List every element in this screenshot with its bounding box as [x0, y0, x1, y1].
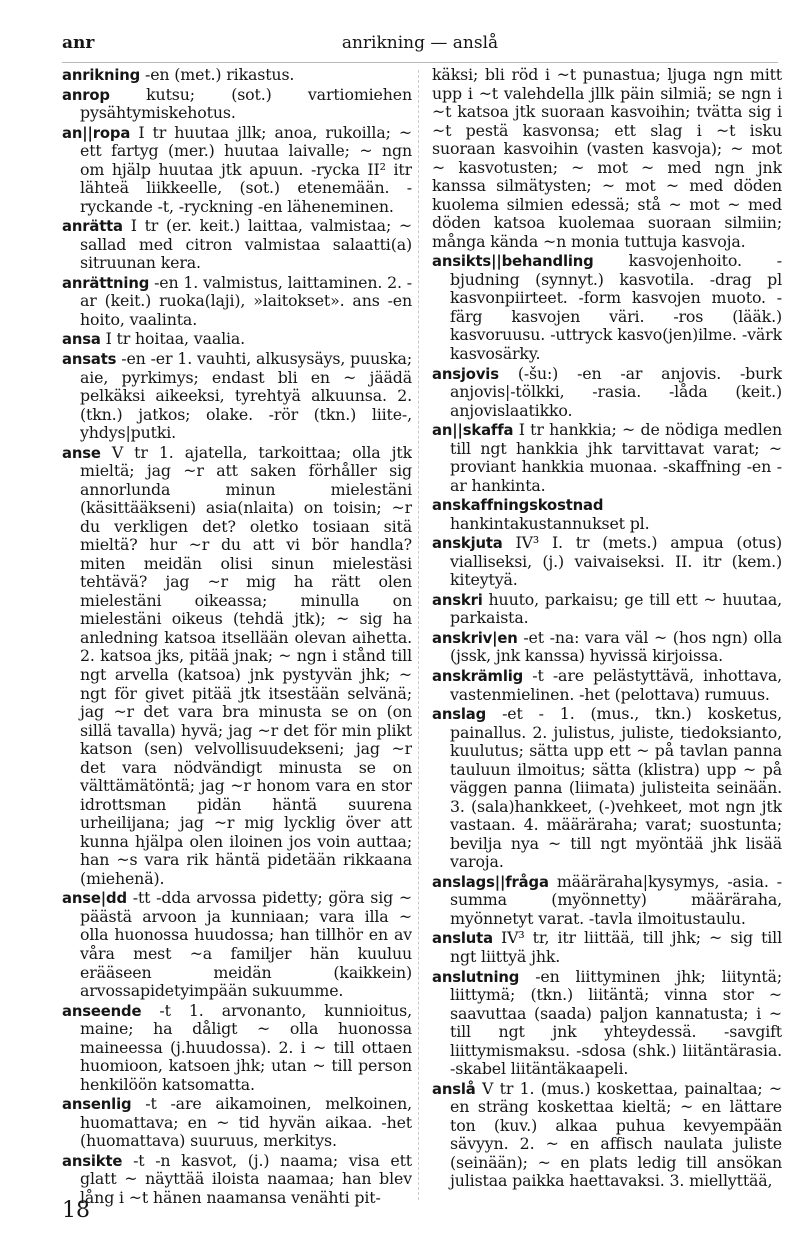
- entry-headword: anskriv|en: [432, 629, 518, 647]
- entry-definition: V tr 1. ajatella, tarkoittaa; olla jtk mieltä; jag ~r att saken förhåller sig annorlunda minun mielestäni (käsittääkseni) asia(nlaita) on toisin; ~r du verkligen det? oletko tosiaan sitä mieltä? hur ~r du att vi bör handla? miten meidän olisi sinun mielestäsi tehtävä? jag ~r mig ha rätt olen mielestäni oikeassa; minulla on mielestäni oikeus (tehdä jtk); ~ sig ha anledning katsoa itsellään olevan aihetta. 2. katsoa jks, pitää jnak; ~ ngn i stånd till ngt arvella (katsoa) jnk pystyvän jhk; ~ ngt för givet pitää jtk itsestään selvänä; jag ~r det vara bra minusta se on (on sillä tavalla) hyvä; jag ~r det för min plikt katson (sen) velvollisuudekseni; jag ~r det vara nödvändigt minusta se on välttämätöntä; jag ~r honom vara en stor idrottsman pidän häntä suurena urheilijana; jag ~r mig lycklig över att kunna hjälpa olen iloinen jos voin auttaa; han ~s vara rik häntä pidetään rikkaana (miehenä).: [80, 442, 412, 888]
- entry-definition: V tr 1. (mus.) koskettaa, painaltaa; ~ en sträng koskettaa kieltä; ~ en lättare ton (kuv.) alkaa puhua kevyempään sävyyn. 2. ~ en affisch naulata juliste (seinään); ~ en plats ledig till ansökan julistaa paikka haettavaksi. 3. miellyttää,: [450, 1078, 782, 1191]
- dictionary-entry: [432, 534, 782, 590]
- entry-headword: anskrämlig: [432, 668, 524, 685]
- dictionary-entry: [62, 274, 412, 330]
- column-divider: [418, 70, 419, 1200]
- entry-definition: kutsu; (sot.) vartiomiehen pysähtymiskehotus.: [80, 84, 412, 123]
- dictionary-entry: [62, 444, 412, 889]
- entry-definition: -en -er 1. vauhti, alkusysäys, puuska; aie, pyrkimys; endast bli en ~ jäädä pelkäksi aikeeksi, tyrehtyä alkuunsa. 2. (tkn.) jatkos; olake. -rör (tkn.) liite-, yhdys|putki.: [80, 348, 412, 443]
- entry-headword: anskaffningskostnad: [432, 497, 604, 515]
- entry-headword: anrättning: [62, 274, 150, 292]
- dictionary-entry: [62, 66, 412, 85]
- entry-definition: -et - 1. (mus., tkn.) kosketus, painallus. 2. julistus, juliste, tiedoksianto, kuulutus; sätta upp ett ~ på tavlan panna tauluun ilmoitus; sätta (klistra) upp ~ på väggen panna (liimata) julisteita seinään. 3. (sala)hankkeet, (-)vehkeet, mot ngn jtk vastaan. 4. määräraha; varat; suostunta; bevilja nya ~ till ngt myöntää jhk lisää varoja.: [450, 704, 782, 872]
- dictionary-entry: [432, 365, 782, 421]
- entry-headword: ansats: [62, 350, 117, 368]
- entry-definition: I tr (er. keit.) laittaa, valmistaa; ~ sallad med citron valmistaa salaatti(a) sitruunan kera.: [80, 216, 412, 273]
- entry-headword: anslags||fråga: [432, 873, 549, 891]
- dictionary-entry: [432, 66, 782, 251]
- dictionary-entry: [432, 929, 782, 966]
- entry-definition: (-šu:) -en -ar anjovis. -burk anjovis|-tölkki, -rasia. -låda (keit.) anjovislaatikko.: [450, 363, 782, 420]
- entry-headword: anslag: [432, 706, 487, 724]
- entry-headword: an||skaffa: [432, 422, 514, 440]
- entry-headword: anrop: [62, 86, 110, 104]
- entry-definition: I tr huutaa jllk; anoa, rukoilla; ~ ett fartyg (mer.) huutaa laivalle; ~ ngn om hjälp huutaa jtk apuun. -rycka II² itr lähteä liikkeelle, (sot.) etenemään. -ryckande -t, -ryckning -en läheneminen.: [80, 122, 412, 216]
- entry-definition: käksi; bli röd i ~t punastua; ljuga ngn mitt upp i ~t valehdella jllk päin silmiä; se ngn i ~t katsoa jtk suoraan kasvoihin; tvätta sig i ~t pestä kasvonsa; ett slag i ~t isku suoraan kasvoihin (vasten kasvoja); ~ mot ~ kasvotusten; ~ mot ~ med ngn jnk kanssa silmätysten; ~ mot ~ med döden kuolema silmien edessä; stå ~ mot ~ med döden katsoa kuolemaa suoraan silmiin; många kända ~n monia tuttuja kasvoja.: [432, 66, 782, 251]
- entry-headword: anskjuta: [432, 535, 503, 553]
- page-header: [62, 33, 778, 59]
- entry-definition: kasvojenhoito. -bjudning (synnyt.) kasvotila. -drag pl kasvonpiirteet. -form kasvojen muoto. -färg kasvojen väri. -ros (lääk.) kasvoruusu. -uttryck kasvo(jen)ilme. -värk kasvosärky.: [450, 251, 782, 363]
- left-column: [62, 66, 412, 1216]
- entry-definition: -t -n kasvot, (j.) naama; visa ett glatt ~ näyttää iloista naamaa; han blev lång i ~t hänen naamansa venähti pit-: [80, 1150, 412, 1207]
- entry-headword: anslå: [432, 1080, 476, 1098]
- entry-headword: anse|dd: [62, 890, 127, 908]
- entry-definition: -et -na: vara väl ~ (hos ngn) olla (jssk, jnk kanssa) hyvissä kirjoissa.: [450, 627, 782, 666]
- entry-definition: -t -are aikamoinen, melkoinen, huomattava; en ~ tid hyvän aikaa. -het (huomattava) suuruus, merkitys.: [80, 1094, 412, 1151]
- entry-headword: an||ropa: [62, 124, 131, 142]
- dictionary-entry: [432, 873, 782, 929]
- entry-definition: I tr hankkia; ~ de nödiga medlen till ngt hankkia jhk tarvittavat varat; ~ proviant hankkia muonaa. -skaffning -en -ar hankinta.: [450, 420, 782, 495]
- dictionary-entry: [432, 1080, 782, 1191]
- entry-headword: ansjovis: [432, 365, 499, 383]
- entry-definition: -en (met.) rikastus.: [145, 66, 295, 84]
- entry-definition: määräraha|kysymys, -asia. -summa (myönnetty) määräraha, myönnetyt varat. -tavla ilmoitustaulu.: [450, 871, 782, 928]
- entry-definition: IV³ tr, itr liittää, till jhk; ~ sig till ngt liittyä jhk.: [450, 928, 782, 966]
- dictionary-entry: [62, 889, 412, 1000]
- entry-headword: ansluta: [432, 930, 493, 948]
- dictionary-entry: [432, 591, 782, 628]
- dictionary-entry: [432, 629, 782, 666]
- dictionary-entry: [62, 124, 412, 217]
- entry-headword: anse: [62, 444, 101, 462]
- dictionary-entry: [432, 421, 782, 495]
- dictionary-entry: [432, 705, 782, 872]
- dictionary-entry: [62, 86, 412, 123]
- entry-headword: ansikts||behandling: [432, 253, 594, 271]
- entry-headword: anskri: [432, 591, 483, 609]
- entry-definition: IV³ I. tr (mets.) ampua (otus) vialliseksi, (j.) vaivaiseksi. II. itr (kem.) kiteytyä.: [450, 533, 782, 590]
- entry-headword: ansenlig: [62, 1096, 132, 1114]
- entry-headword: ansa: [62, 331, 101, 349]
- entry-definition: -t -are pelästyttävä, inhottava, vastenmielinen. -het (pelottava) rumuus.: [450, 666, 782, 704]
- entry-definition: huuto, parkaisu; ge till ett ~ huutaa, parkaista.: [450, 589, 782, 628]
- dictionary-entry: [432, 252, 782, 363]
- entry-definition: -en 1. valmistus, laittaminen. 2. -ar (keit.) ruoka(laji), »laitokset». ans -en hoito, vaalinta.: [80, 272, 412, 329]
- header-range: anrikning — anslå: [341, 33, 499, 53]
- entry-headword: anseende: [62, 1002, 142, 1020]
- entry-definition: -en liittyminen jhk; liityntä; liittymä; (tkn.) liitäntä; vinna stor ~ saavuttaa (saada) paljon kannatusta; i ~ till ngt jnk yhteydessä. -savgift liittymismaksu. -sdosa (shk.) liitäntärasia. -skabel liitäntäkaapeli.: [450, 966, 782, 1079]
- dictionary-entry: [432, 496, 782, 533]
- entry-headword: anslutning: [432, 968, 520, 986]
- dictionary-entry: [62, 1095, 412, 1151]
- dictionary-entry: [432, 968, 782, 1079]
- header-guide-word: anr: [62, 33, 95, 53]
- dictionary-entry: [62, 330, 412, 349]
- dictionary-entry: [62, 1152, 412, 1208]
- right-column: [432, 66, 782, 1216]
- dictionary-entry: [62, 1002, 412, 1095]
- entry-headword: ansikte: [62, 1152, 123, 1170]
- header-rule: [62, 62, 778, 63]
- entry-definition: -tt -dda arvossa pidetty; göra sig ~ päästä arvoon ja kunniaan; vara illa ~ olla huonossa huudossa; han tillhör en av våra mest ~a familjer hän kuuluu erääseen meidän (kaikkein) arvossapidetyimpään sukuumme.: [80, 888, 412, 1001]
- dictionary-entry: [62, 350, 412, 443]
- entry-headword: anrätta: [62, 218, 123, 236]
- dictionary-entry: [432, 667, 782, 704]
- page-number: 18: [62, 1198, 90, 1223]
- dictionary-entry: [62, 217, 412, 273]
- entry-definition: hankintakustannukset pl.: [450, 513, 650, 533]
- entry-headword: anrikning: [62, 67, 141, 84]
- entry-definition: -t 1. arvonanto, kunnioitus, maine; ha dåligt ~ olla huonossa maineessa (j.huudossa). 2. i ~ till ottaen huomioon, katsoen jhk; utan ~ till person henkilöön katsomatta.: [80, 1000, 412, 1094]
- entry-definition: I tr hoitaa, vaalia.: [105, 329, 246, 349]
